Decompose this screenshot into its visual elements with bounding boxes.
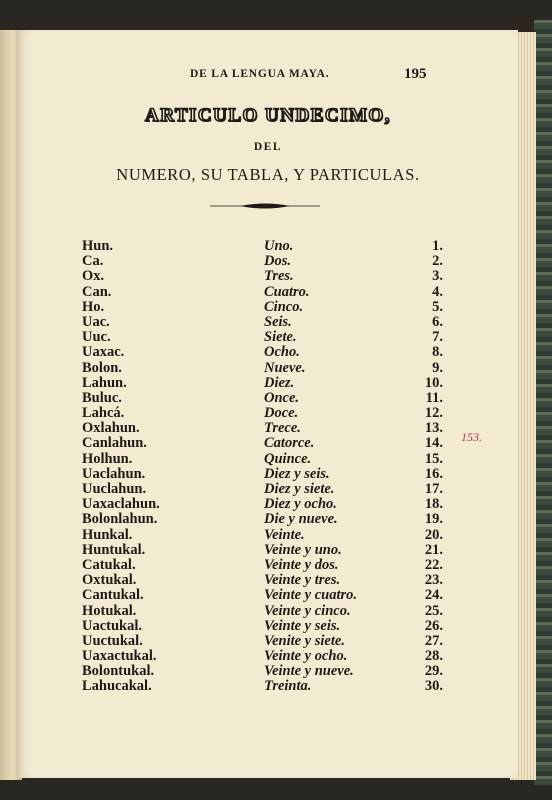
table-row [18, 679, 518, 694]
spanish-numeral: Uno. [264, 238, 294, 254]
table-row [18, 664, 518, 679]
maya-numeral: Oxtukal. [82, 572, 137, 589]
maya-numeral: Uuctukal. [82, 632, 143, 649]
table-row [18, 361, 518, 376]
spanish-numeral: Dos. [264, 253, 291, 270]
arabic-numeral: 24. [424, 587, 443, 604]
maya-numeral: Uaxactukal. [82, 648, 157, 665]
spanish-numeral: Veinte y nueve. [264, 663, 354, 680]
spanish-numeral: Veinte y seis. [264, 617, 341, 634]
table-row [18, 588, 518, 603]
table-row [18, 421, 518, 436]
maya-numeral: Oxlahun. [82, 420, 140, 437]
spanish-numeral: Ocho. [264, 344, 300, 361]
arabic-numeral: 29. [424, 663, 443, 680]
spanish-numeral: Tres. [264, 268, 294, 285]
arabic-numeral: 6. [432, 313, 443, 330]
spanish-numeral: Doce. [264, 405, 299, 422]
spanish-numeral: Veinte y ocho. [264, 648, 348, 665]
maya-numeral: Bolonlahun. [82, 511, 158, 528]
maya-numeral: Uaclahun. [82, 465, 146, 482]
table-row [18, 406, 518, 421]
arabic-numeral: 30. [424, 678, 443, 695]
arabic-numeral: 25. [424, 602, 443, 619]
arabic-numeral: 8. [432, 344, 443, 361]
maya-numeral: Lahcá. [82, 405, 125, 422]
table-row [18, 254, 518, 269]
arabic-numeral: 3. [432, 268, 443, 285]
maya-numeral: Bolontukal. [82, 663, 155, 680]
arabic-numeral: 23. [424, 572, 443, 589]
spanish-numeral: Veinte y uno. [264, 541, 342, 558]
arabic-numeral: 21. [424, 541, 443, 558]
spanish-numeral: Veinte y cinco. [264, 602, 351, 619]
arabic-numeral: 12. [424, 405, 443, 422]
spanish-numeral: Veinte y dos. [264, 556, 339, 573]
spanish-numeral: Cinco. [264, 298, 304, 315]
arabic-numeral: 17. [424, 481, 443, 497]
table-row [18, 330, 518, 345]
table-row [18, 345, 518, 360]
page-number: 195 [404, 66, 427, 82]
maya-numeral: Hun. [82, 238, 114, 254]
maya-numeral: Uuclahun. [82, 481, 147, 497]
maya-numeral: Catukal. [82, 556, 136, 573]
book-cover-edge [534, 20, 552, 785]
table-row [18, 376, 518, 391]
arabic-numeral: 13. [424, 420, 443, 437]
maya-numeral: Uuc. [82, 329, 111, 346]
table-row [18, 528, 518, 543]
maya-numeral: Can. [82, 283, 112, 300]
ornament-rule [210, 202, 320, 210]
table-row [18, 649, 518, 664]
spanish-numeral: Treinta. [264, 678, 312, 695]
number-table [18, 239, 518, 695]
spanish-numeral: Catorce. [264, 435, 315, 452]
spanish-numeral: Cuatro. [264, 283, 310, 300]
spanish-numeral: Diez. [264, 374, 295, 391]
table-row [18, 497, 518, 512]
arabic-numeral: 1. [432, 238, 443, 254]
running-head: DE LA LENGUA MAYA. [190, 68, 330, 80]
spanish-numeral: Veinte. [264, 526, 305, 543]
maya-numeral: Cantukal. [82, 587, 144, 604]
arabic-numeral: 16. [424, 465, 443, 482]
arabic-numeral: 10. [424, 374, 443, 391]
arabic-numeral: 28. [424, 648, 443, 665]
arabic-numeral: 7. [432, 329, 443, 346]
spanish-numeral: Once. [264, 389, 300, 406]
maya-numeral: Canlahun. [82, 435, 147, 452]
spanish-numeral: Seis. [264, 313, 292, 330]
article-title: ARTICULO UNDECIMO, [145, 105, 391, 126]
spanish-numeral: Quince. [264, 450, 312, 467]
table-row [18, 512, 518, 527]
spanish-numeral: Diez y siete. [264, 481, 335, 497]
table-row [18, 452, 518, 467]
maya-numeral: Bolon. [82, 359, 122, 376]
spanish-numeral: Diez y seis. [264, 465, 330, 482]
arabic-numeral: 20. [424, 526, 443, 543]
book-page [18, 30, 518, 778]
spanish-numeral: Trece. [264, 420, 301, 437]
spanish-numeral: Venite y siete. [264, 632, 345, 649]
maya-numeral: Hunkal. [82, 526, 133, 543]
table-row [18, 467, 518, 482]
table-row [18, 604, 518, 619]
table-row [18, 482, 518, 497]
maya-numeral: Uaxac. [82, 344, 125, 361]
table-row [18, 269, 518, 284]
maya-numeral: Lahucakal. [82, 678, 152, 695]
table-row [18, 436, 518, 451]
arabic-numeral: 27. [424, 632, 443, 649]
spanish-numeral: Nueve. [264, 359, 306, 376]
table-row [18, 543, 518, 558]
maya-numeral: Uactukal. [82, 617, 143, 634]
handwritten-margin-note: 153. [461, 430, 482, 444]
table-row [18, 634, 518, 649]
table-row [18, 573, 518, 588]
maya-numeral: Huntukal. [82, 541, 146, 558]
maya-numeral: Uaxaclahun. [82, 496, 160, 513]
del-label: DEL [253, 141, 283, 153]
spanish-numeral: Die y nueve. [264, 511, 338, 528]
arabic-numeral: 15. [424, 450, 443, 467]
table-row [18, 315, 518, 330]
spanish-numeral: Siete. [264, 329, 297, 346]
table-row [18, 239, 518, 254]
table-row [18, 558, 518, 573]
maya-numeral: Lahun. [82, 374, 127, 391]
spanish-numeral: Diez y ocho. [264, 496, 337, 513]
arabic-numeral: 22. [424, 556, 443, 573]
maya-numeral: Hotukal. [82, 602, 137, 619]
arabic-numeral: 9. [432, 359, 443, 376]
maya-numeral: Holhun. [82, 450, 133, 467]
maya-numeral: Ox. [82, 268, 105, 285]
table-row [18, 300, 518, 315]
arabic-numeral: 2. [432, 253, 443, 270]
arabic-numeral: 18. [424, 496, 443, 513]
arabic-numeral: 11. [425, 389, 443, 406]
arabic-numeral: 26. [424, 617, 443, 634]
section-subtitle: NUMERO, SU TABLA, Y PARTICULAS. [116, 165, 420, 184]
arabic-numeral: 5. [432, 298, 443, 315]
maya-numeral: Uac. [82, 313, 110, 330]
arabic-numeral: 19. [424, 511, 443, 528]
arabic-numeral: 14. [424, 435, 443, 452]
spanish-numeral: Veinte y cuatro. [264, 587, 358, 604]
table-row [18, 391, 518, 406]
table-row [18, 619, 518, 634]
maya-numeral: Ca. [82, 253, 104, 270]
maya-numeral: Ho. [82, 298, 105, 315]
arabic-numeral: 4. [432, 283, 443, 300]
spanish-numeral: Veinte y tres. [264, 572, 341, 589]
table-row [18, 285, 518, 300]
maya-numeral: Buluc. [82, 389, 122, 406]
